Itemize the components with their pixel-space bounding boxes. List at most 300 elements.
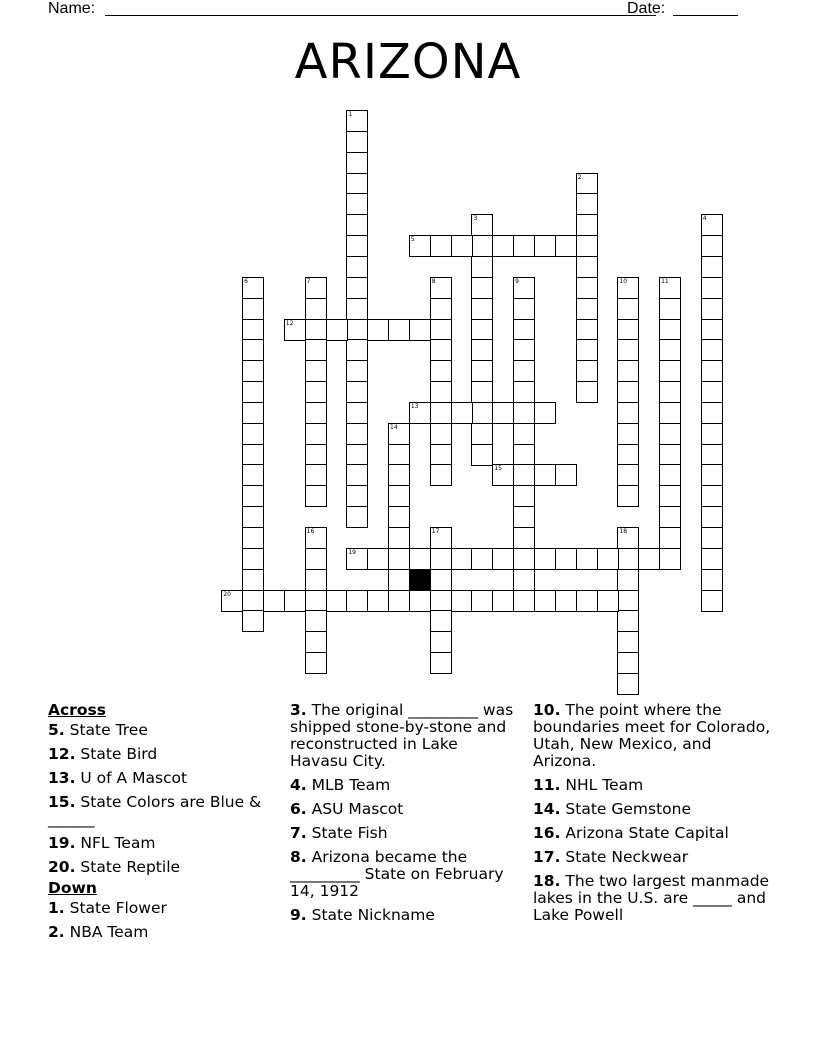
clue-number: 6 — [290, 800, 301, 818]
cell-number: 17 — [431, 528, 440, 535]
grid-cell[interactable] — [242, 444, 264, 466]
grid-cell[interactable] — [430, 527, 452, 549]
clue-down-6: 6. ASU Mascot — [290, 800, 404, 818]
grid-cell[interactable] — [513, 506, 535, 528]
grid-cell[interactable] — [367, 590, 389, 612]
grid-cell[interactable] — [492, 590, 514, 612]
grid-cell[interactable] — [701, 256, 723, 278]
grid-cell[interactable] — [534, 590, 556, 612]
clues-column-1 — [48, 702, 273, 948]
grid-cell[interactable] — [346, 152, 368, 174]
grid-cell[interactable] — [471, 590, 493, 612]
grid-cell[interactable] — [346, 485, 368, 507]
grid-cell[interactable] — [471, 235, 493, 257]
grid-cell[interactable] — [346, 235, 368, 257]
clue-down-9: 9. State Nickname — [290, 906, 435, 924]
grid-cell[interactable] — [367, 548, 389, 570]
grid-cell[interactable] — [597, 590, 619, 612]
grid-cell[interactable] — [430, 631, 452, 653]
clue-number: 4 — [290, 776, 301, 794]
grid-cell[interactable] — [346, 319, 368, 341]
grid-cell[interactable] — [430, 381, 452, 403]
clues-column-2 — [290, 702, 515, 931]
grid-cell[interactable] — [701, 339, 723, 361]
grid-cell[interactable] — [346, 548, 368, 570]
cell-number: 18 — [619, 528, 628, 535]
cell-number: 16 — [306, 528, 315, 535]
clue-number: 14 — [533, 800, 555, 818]
grid-cell[interactable] — [430, 402, 452, 424]
grid-cell[interactable] — [701, 423, 723, 445]
clue-down-11: 11. NHL Team — [533, 776, 644, 794]
clue-number: 17 — [533, 848, 555, 866]
clue-text: The original _________ was shipped stone-by-stone and reconstructed in Lake Havasu City. — [290, 701, 514, 770]
grid-cell[interactable] — [576, 548, 598, 570]
grid-cell[interactable] — [305, 527, 327, 549]
grid-cell[interactable] — [305, 277, 327, 299]
grid-cell[interactable] — [242, 464, 264, 486]
grid-cell[interactable] — [513, 464, 535, 486]
grid-cell[interactable] — [534, 548, 556, 570]
grid-cell[interactable] — [534, 402, 556, 424]
grid-cell[interactable] — [638, 548, 660, 570]
grid-cell[interactable] — [242, 339, 264, 361]
grid-cell[interactable] — [242, 590, 264, 612]
cell-number: 1 — [348, 111, 353, 118]
grid-cell[interactable] — [471, 319, 493, 341]
grid-cell[interactable] — [367, 319, 389, 341]
grid-cell[interactable] — [430, 444, 452, 466]
cell-number: 6 — [244, 277, 248, 285]
grid-cell[interactable] — [409, 590, 431, 612]
grid-cell[interactable] — [701, 402, 723, 424]
clue-number: 12 — [48, 745, 70, 763]
cell-number: 10 — [619, 277, 628, 285]
clue-text: The two largest manmade lakes in the U.S. are _____ and Lake Powell — [533, 872, 770, 924]
grid-cell[interactable] — [659, 360, 681, 382]
clue-text: State Colors are Blue & ______ — [48, 793, 262, 828]
grid-cell[interactable] — [346, 298, 368, 320]
grid-cell[interactable] — [305, 444, 327, 466]
grid-cell[interactable] — [576, 319, 598, 341]
grid-cell[interactable] — [513, 527, 535, 549]
grid-cell[interactable] — [388, 590, 410, 612]
grid-cell[interactable] — [305, 652, 327, 674]
grid-cell[interactable] — [471, 298, 493, 320]
grid-cell[interactable] — [576, 256, 598, 278]
grid-cell[interactable] — [409, 319, 431, 341]
grid-cell[interactable] — [305, 423, 327, 445]
clue-number: 11 — [533, 776, 555, 794]
grid-cell[interactable] — [388, 464, 410, 486]
grid-cell[interactable] — [513, 444, 535, 466]
grid-cell[interactable] — [659, 464, 681, 486]
grid-cell[interactable] — [471, 548, 493, 570]
grid-cell[interactable] — [513, 360, 535, 382]
grid-cell[interactable] — [534, 464, 556, 486]
cell-number: 8 — [431, 277, 436, 285]
grid-cell[interactable] — [346, 444, 368, 466]
grid-cell[interactable] — [305, 569, 327, 591]
grid-cell[interactable] — [659, 339, 681, 361]
clue-down-17: 17. State Neckwear — [533, 848, 689, 866]
clue-down-3: 3. The original _________ was shipped stone-by-stone and reconstructed in Lake Havasu City. — [290, 701, 514, 770]
clue-text: State Neckwear — [565, 848, 689, 866]
grid-cell[interactable] — [388, 506, 410, 528]
grid-cell[interactable] — [617, 381, 639, 403]
grid-cell[interactable] — [305, 339, 327, 361]
clue-text: State Flower — [69, 899, 167, 917]
grid-cell[interactable] — [242, 485, 264, 507]
grid-cell[interactable] — [284, 319, 306, 341]
grid-cell[interactable] — [242, 527, 264, 549]
grid-cell[interactable] — [346, 256, 368, 278]
clue-down-10: 10. The point where the boundaries meet for Colorado, Utah, New Mexico, and Arizona. — [533, 701, 771, 770]
grid-cell[interactable] — [471, 214, 493, 236]
grid-cell[interactable] — [388, 548, 410, 570]
grid-cell[interactable] — [326, 590, 348, 612]
grid-cell[interactable] — [305, 298, 327, 320]
grid-cell[interactable] — [617, 464, 639, 486]
grid-cell[interactable] — [346, 277, 368, 299]
grid-cell[interactable] — [513, 277, 535, 299]
grid-cell[interactable] — [430, 464, 452, 486]
clue-number: 18 — [533, 872, 555, 890]
grid-cell[interactable] — [242, 298, 264, 320]
clue-number: 16 — [533, 824, 555, 842]
grid-cell[interactable] — [221, 590, 243, 612]
grid-cell[interactable] — [346, 214, 368, 236]
grid-cell[interactable] — [701, 590, 723, 612]
grid-cell[interactable] — [409, 548, 431, 570]
grid-cell[interactable] — [617, 527, 639, 549]
grid-cell[interactable] — [659, 444, 681, 466]
grid-cell[interactable] — [305, 360, 327, 382]
clue-text: Arizona became the _________ State on February 14, 1912 — [290, 848, 504, 900]
cell-number: 9 — [515, 277, 519, 285]
grid-cell[interactable] — [430, 548, 452, 570]
grid-cell[interactable] — [451, 235, 473, 257]
clue-number: 8 — [290, 848, 301, 866]
grid-cell[interactable] — [284, 590, 306, 612]
grid-cell[interactable] — [346, 402, 368, 424]
clue-text: State Nickname — [311, 906, 435, 924]
grid-cell[interactable] — [430, 652, 452, 674]
cell-number: 2 — [577, 173, 582, 181]
grid-cell[interactable] — [576, 339, 598, 361]
clue-number: 19 — [48, 834, 70, 852]
grid-cell[interactable] — [242, 402, 264, 424]
grid-cell[interactable] — [659, 506, 681, 528]
grid-cell[interactable] — [617, 360, 639, 382]
grid-cell[interactable] — [242, 610, 264, 632]
clue-down-1: 1. State Flower — [48, 899, 167, 917]
clue-down-7: 7. State Fish — [290, 824, 388, 842]
clue-down-8: 8. Arizona became the _________ State on February 14, 1912 — [290, 848, 504, 900]
grid-cell[interactable] — [451, 548, 473, 570]
clue-number: 20 — [48, 858, 70, 876]
grid-cell[interactable] — [388, 444, 410, 466]
grid-cell[interactable] — [430, 360, 452, 382]
grid-cell[interactable] — [305, 631, 327, 653]
grid-cell[interactable] — [326, 319, 348, 341]
grid-cell[interactable] — [659, 277, 681, 299]
grid-cell[interactable] — [597, 548, 619, 570]
grid-cell[interactable] — [701, 506, 723, 528]
grid-cell[interactable] — [617, 444, 639, 466]
grid-cell[interactable] — [513, 381, 535, 403]
grid-cell[interactable] — [617, 610, 639, 632]
grid-cell[interactable] — [492, 235, 514, 257]
grid-cell[interactable] — [471, 423, 493, 445]
grid-cell[interactable] — [305, 402, 327, 424]
grid-cell[interactable] — [659, 527, 681, 549]
grid-cell[interactable] — [513, 485, 535, 507]
grid-cell[interactable] — [388, 527, 410, 549]
clue-across-13: 13. U of A Mascot — [48, 769, 188, 787]
grid-cell[interactable] — [617, 298, 639, 320]
grid-cell[interactable] — [513, 423, 535, 445]
clue-number: 3 — [290, 701, 301, 719]
grid-cell[interactable] — [346, 131, 368, 153]
grid-cell[interactable] — [471, 339, 493, 361]
clue-text: NFL Team — [80, 834, 156, 852]
clue-text: State Fish — [311, 824, 388, 842]
grid-cell[interactable] — [242, 381, 264, 403]
grid-cell[interactable] — [534, 235, 556, 257]
cell-number: 14 — [390, 423, 398, 431]
grid-cell[interactable] — [576, 277, 598, 299]
grid-cell[interactable] — [617, 569, 639, 591]
grid-cell[interactable] — [701, 527, 723, 549]
grid-cell[interactable] — [305, 485, 327, 507]
grid-cell[interactable] — [617, 277, 639, 299]
grid-cell[interactable] — [701, 360, 723, 382]
cell-number: 5 — [410, 236, 415, 244]
grid-cell[interactable] — [430, 423, 452, 445]
grid-cell[interactable] — [555, 590, 577, 612]
grid-cell[interactable] — [409, 235, 431, 257]
clue-number: 7 — [290, 824, 301, 842]
grid-cell[interactable] — [617, 485, 639, 507]
grid-cell[interactable] — [346, 381, 368, 403]
grid-cell[interactable] — [617, 631, 639, 653]
grid-cell[interactable] — [346, 110, 368, 132]
grid-cell[interactable] — [430, 235, 452, 257]
grid-cell[interactable] — [513, 569, 535, 591]
grid-cell[interactable] — [617, 652, 639, 674]
grid-cell[interactable] — [617, 590, 639, 612]
grid-cell[interactable] — [659, 319, 681, 341]
grid-cell[interactable] — [242, 360, 264, 382]
grid-cell[interactable] — [305, 590, 327, 612]
clue-text: NBA Team — [69, 923, 149, 941]
grid-cell[interactable] — [701, 235, 723, 257]
clues-column-3 — [533, 702, 773, 931]
grid-cell[interactable] — [471, 277, 493, 299]
grid-cell[interactable] — [430, 569, 452, 591]
grid-cell[interactable] — [430, 298, 452, 320]
grid-cell[interactable] — [492, 464, 514, 486]
grid-cell[interactable] — [701, 319, 723, 341]
cell-number: 19 — [348, 548, 356, 556]
clue-down-18: 18. The two largest manmade lakes in the U.S. are _____ and Lake Powell — [533, 872, 770, 924]
clue-number: 2 — [48, 923, 59, 941]
grid-cell[interactable] — [513, 402, 535, 424]
grid-cell[interactable] — [242, 506, 264, 528]
grid-cell[interactable] — [701, 569, 723, 591]
grid-cell[interactable] — [659, 298, 681, 320]
clue-text: U of A Mascot — [80, 769, 188, 787]
date-label: Date: — [627, 0, 666, 17]
grid-cell[interactable] — [242, 548, 264, 570]
grid-cell[interactable] — [576, 590, 598, 612]
clue-down-2: 2. NBA Team — [48, 923, 149, 941]
grid-cell[interactable] — [305, 548, 327, 570]
black-cell — [409, 569, 431, 591]
grid-cell[interactable] — [409, 402, 431, 424]
grid-cell[interactable] — [471, 444, 493, 466]
grid-cell[interactable] — [388, 569, 410, 591]
grid-cell[interactable] — [659, 423, 681, 445]
grid-cell[interactable] — [555, 464, 577, 486]
cell-number: 15 — [494, 465, 502, 473]
grid-cell[interactable] — [388, 423, 410, 445]
grid-cell[interactable] — [305, 319, 327, 341]
grid-cell[interactable] — [242, 569, 264, 591]
grid-cell[interactable] — [451, 590, 473, 612]
grid-cell[interactable] — [492, 402, 514, 424]
grid-cell[interactable] — [346, 590, 368, 612]
clue-down-14: 14. State Gemstone — [533, 800, 692, 818]
cell-number: 3 — [473, 215, 478, 223]
grid-cell[interactable] — [388, 485, 410, 507]
grid-cell[interactable] — [513, 590, 535, 612]
clue-number: 1 — [48, 899, 59, 917]
grid-cell[interactable] — [659, 381, 681, 403]
grid-cell[interactable] — [305, 610, 327, 632]
clue-text: State Gemstone — [565, 800, 692, 818]
grid-cell[interactable] — [659, 402, 681, 424]
grid-cell[interactable] — [346, 423, 368, 445]
grid-cell[interactable] — [576, 235, 598, 257]
clue-down-16: 16. Arizona State Capital — [533, 824, 729, 842]
grid-cell[interactable] — [471, 402, 493, 424]
grid-cell[interactable] — [430, 339, 452, 361]
cell-number: 20 — [223, 590, 231, 598]
grid-cell[interactable] — [430, 277, 452, 299]
grid-cell[interactable] — [617, 319, 639, 341]
grid-cell[interactable] — [701, 485, 723, 507]
grid-cell[interactable] — [701, 381, 723, 403]
cell-number: 12 — [285, 319, 294, 327]
clue-across-5: 5. State Tree — [48, 721, 148, 739]
grid-cell[interactable] — [576, 360, 598, 382]
grid-cell[interactable] — [430, 319, 452, 341]
grid-cell[interactable] — [242, 423, 264, 445]
grid-cell[interactable] — [263, 590, 285, 612]
grid-cell[interactable] — [513, 339, 535, 361]
grid-cell[interactable] — [346, 339, 368, 361]
grid-cell[interactable] — [242, 319, 264, 341]
name-label: Name: — [48, 0, 96, 17]
clue-text: Arizona State Capital — [565, 824, 729, 842]
clue-text: ASU Mascot — [311, 800, 404, 818]
grid-cell[interactable] — [388, 319, 410, 341]
clue-across-19: 19. NFL Team — [48, 834, 156, 852]
grid-cell[interactable] — [576, 193, 598, 215]
grid-cell[interactable] — [451, 402, 473, 424]
grid-cell[interactable] — [346, 360, 368, 382]
grid-cell[interactable] — [576, 173, 598, 195]
clue-text: NHL Team — [565, 776, 644, 794]
grid-cell[interactable] — [576, 214, 598, 236]
across-heading: Across — [48, 701, 106, 719]
grid-cell[interactable] — [492, 548, 514, 570]
grid-cell[interactable] — [305, 464, 327, 486]
clue-number: 5 — [48, 721, 59, 739]
clue-across-15: 15. State Colors are Blue & ______ — [48, 793, 262, 828]
grid-cell[interactable] — [617, 339, 639, 361]
clue-across-20: 20. State Reptile — [48, 858, 181, 876]
grid-cell[interactable] — [430, 610, 452, 632]
clue-number: 13 — [48, 769, 70, 787]
clue-down-4: 4. MLB Team — [290, 776, 391, 794]
clue-number: 9 — [290, 906, 301, 924]
grid-cell[interactable] — [430, 590, 452, 612]
grid-cell[interactable] — [659, 485, 681, 507]
grid-cell[interactable] — [346, 173, 368, 195]
grid-cell[interactable] — [555, 235, 577, 257]
clue-text: MLB Team — [311, 776, 391, 794]
cell-number: 7 — [306, 277, 311, 285]
grid-cell[interactable] — [513, 298, 535, 320]
grid-cell[interactable] — [513, 548, 535, 570]
grid-cell[interactable] — [617, 423, 639, 445]
grid-cell[interactable] — [305, 381, 327, 403]
grid-cell[interactable] — [701, 277, 723, 299]
grid-cell[interactable] — [555, 548, 577, 570]
grid-cell[interactable] — [471, 381, 493, 403]
grid-cell[interactable] — [701, 464, 723, 486]
clue-text: The point where the boundaries meet for Colorado, Utah, New Mexico, and Arizona. — [533, 701, 771, 770]
down-heading: Down — [48, 879, 97, 897]
grid-cell[interactable] — [701, 548, 723, 570]
clue-text: State Bird — [80, 745, 158, 763]
grid-cell[interactable] — [659, 548, 681, 570]
grid-cell[interactable] — [701, 298, 723, 320]
grid-cell[interactable] — [471, 256, 493, 278]
grid-cell[interactable] — [576, 298, 598, 320]
grid-cell[interactable] — [242, 277, 264, 299]
clue-number: 15 — [48, 793, 70, 811]
cell-number: 13 — [410, 402, 419, 410]
grid-cell[interactable] — [701, 214, 723, 236]
cell-number: 11 — [661, 277, 669, 285]
grid-cell[interactable] — [576, 381, 598, 403]
grid-cell[interactable] — [513, 319, 535, 341]
grid-cell[interactable] — [346, 464, 368, 486]
clue-text: State Tree — [69, 721, 148, 739]
grid-cell[interactable] — [513, 235, 535, 257]
grid-cell[interactable] — [617, 673, 639, 695]
grid-cell[interactable] — [346, 193, 368, 215]
grid-cell[interactable] — [617, 548, 639, 570]
grid-cell[interactable] — [701, 444, 723, 466]
grid-cell[interactable] — [471, 360, 493, 382]
grid-cell[interactable] — [617, 402, 639, 424]
grid-cell[interactable] — [346, 506, 368, 528]
